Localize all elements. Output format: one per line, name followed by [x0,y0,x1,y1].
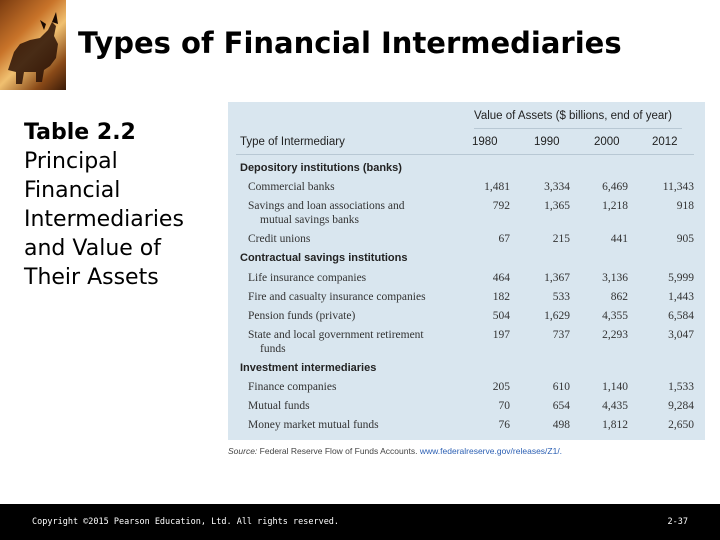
row-label-continued: funds [260,343,286,355]
row-label: Money market mutual funds [248,419,379,431]
value-header: Value of Assets ($ billions, end of year) [474,110,672,122]
row-label: State and local government retirement [248,329,424,341]
section-title: Investment intermediaries [240,362,377,374]
section-title: Contractual savings institutions [240,252,408,264]
row-value: 3,047 [668,329,694,341]
bull-logo-image [0,0,66,90]
row-value: 197 [492,329,510,341]
slide-title: Types of Financial Intermediaries [78,26,622,60]
source-label: Source: [228,446,258,456]
row-value: 498 [552,419,570,431]
source-text: Federal Reserve Flow of Funds Accounts. [259,446,418,456]
row-value: 1,481 [484,181,510,193]
year-header-2012: 2012 [652,136,678,148]
table-caption [24,118,220,292]
row-value: 215 [552,233,570,245]
row-value: 5,999 [668,272,694,284]
assets-table [228,102,705,440]
row-value: 2,293 [602,329,628,341]
row-value: 3,334 [544,181,570,193]
row-label: Fire and casualty insurance companies [248,291,426,303]
row-label: Credit unions [248,233,311,245]
row-value: 464 [492,272,510,284]
row-label: Finance companies [248,381,337,393]
row-label: Commercial banks [248,181,335,193]
year-header-1990: 1990 [534,136,560,148]
page-number: 2-37 [667,517,688,527]
row-label: Life insurance companies [248,272,367,284]
row-value: 2,650 [668,419,694,431]
footer-bar [0,504,720,540]
row-value: 441 [610,233,628,245]
row-value: 1,533 [668,381,694,393]
row-value: 4,355 [602,310,628,322]
row-value: 6,584 [668,310,694,322]
row-value: 1,140 [602,381,628,393]
row-value: 1,218 [602,200,628,212]
row-value: 654 [552,400,570,412]
year-header-2000: 2000 [594,136,620,148]
row-value: 205 [492,381,510,393]
type-header: Type of Intermediary [240,136,345,148]
row-value: 11,343 [662,181,694,193]
row-value: 610 [552,381,570,393]
row-label-continued: mutual savings banks [260,214,360,226]
source-link[interactable]: www.federalreserve.gov/releases/Z1/. [419,446,563,456]
table-caption-text: Principal Financial Intermediaries and Value of Their Assets [24,149,184,290]
row-label: Savings and loan associations and [248,200,405,212]
copyright-text: Copyright ©2015 Pearson Education, Ltd. All rights reserved. [32,517,340,527]
header-rule [474,128,682,129]
row-value: 737 [552,329,570,341]
row-label: Pension funds (private) [248,310,356,322]
row-value: 504 [492,310,510,322]
source-note [228,446,562,456]
row-value: 76 [498,419,510,431]
row-value: 9,284 [668,400,694,412]
row-label: Mutual funds [248,400,310,412]
row-value: 862 [610,291,628,303]
row-value: 918 [676,200,694,212]
row-value: 67 [498,233,510,245]
year-header-1980: 1980 [472,136,498,148]
row-value: 792 [492,200,510,212]
row-value: 1,812 [602,419,628,431]
row-value: 70 [498,400,510,412]
row-value: 1,443 [668,291,694,303]
column-header-rule [236,154,694,155]
row-value: 533 [552,291,570,303]
row-value: 3,136 [602,272,628,284]
row-value: 1,365 [544,200,570,212]
row-value: 182 [492,291,510,303]
row-value: 4,435 [602,400,628,412]
row-value: 905 [676,233,694,245]
table-caption-number: Table 2.2 [24,120,136,145]
section-title: Depository institutions (banks) [240,162,402,174]
row-value: 1,367 [544,272,570,284]
row-value: 1,629 [544,310,570,322]
row-value: 6,469 [602,181,628,193]
